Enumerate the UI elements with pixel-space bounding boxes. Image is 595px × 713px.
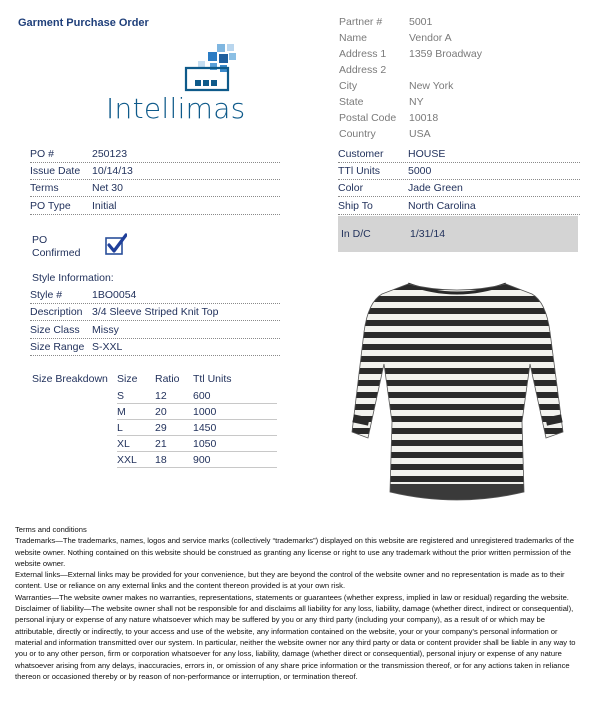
po-confirmed-label xyxy=(32,234,80,260)
description-value: 3/4 Sleeve Striped Knit Top xyxy=(92,306,219,318)
partner-field-label: State xyxy=(339,96,364,108)
terms-and-conditions xyxy=(15,524,583,682)
size-range-row xyxy=(30,339,280,356)
table-row xyxy=(117,388,277,404)
color-value: Jade Green xyxy=(408,182,463,194)
table-row xyxy=(117,420,277,436)
ratio-cell: 20 xyxy=(155,405,167,418)
partner-field-value: 5001 xyxy=(409,16,433,28)
description-label: Description xyxy=(30,306,83,318)
terms-heading: Terms and conditions xyxy=(15,525,87,534)
issue-date-label: Issue Date xyxy=(30,165,81,177)
logo-wordmark: Intellimas xyxy=(106,92,246,125)
issue-date-value: 10/14/13 xyxy=(92,165,133,177)
partner-row xyxy=(339,14,579,30)
style-info-heading: Style Information: xyxy=(32,272,114,284)
po-number-value: 250123 xyxy=(92,148,128,160)
size-class-label: Size Class xyxy=(30,324,80,336)
ratio-cell: 29 xyxy=(155,421,167,434)
partner-row xyxy=(339,78,579,94)
terms-row xyxy=(30,180,280,197)
po-type-row xyxy=(30,198,280,215)
ship-to-row xyxy=(338,198,580,215)
size-breakdown-header xyxy=(117,373,277,388)
terms-external-links: External links—External links may be provided for your convenience, but they are beyond the control of the website owner and no representation is made as to their content. Use or reliance on any external links and the content thereon provided is at your own risk. xyxy=(15,570,565,591)
partner-field-label: Address 2 xyxy=(339,64,387,76)
size-cell: S xyxy=(117,389,125,402)
style-number-label: Style # xyxy=(30,289,63,301)
ttl-units-header: Ttl Units xyxy=(193,373,232,385)
partner-info xyxy=(339,14,579,142)
size-class-value: Missy xyxy=(92,324,119,336)
partner-field-label: Country xyxy=(339,128,376,140)
partner-field-value: New York xyxy=(409,80,454,92)
partner-field-value: 1359 Broadway xyxy=(409,48,482,60)
partner-field-value: 10018 xyxy=(409,112,439,124)
size-range-label: Size Range xyxy=(30,341,85,353)
table-row xyxy=(117,436,277,452)
size-class-row xyxy=(30,322,280,339)
ratio-cell: 21 xyxy=(155,437,167,450)
ttl-units-row xyxy=(338,163,580,180)
garment-image xyxy=(350,272,565,512)
partner-row xyxy=(339,94,579,110)
partner-row xyxy=(339,30,579,46)
color-label: Color xyxy=(338,182,364,194)
size-cell: XXL xyxy=(117,453,137,466)
units-cell: 1450 xyxy=(193,421,217,434)
customer-row xyxy=(338,146,580,163)
units-cell: 1050 xyxy=(193,437,217,450)
terms-disclaimer: Disclaimer of liability—The website owner shall not be responsible for and disclaims all liability for any loss, liability, damage (whether direct, indirect or consequential), personal injury or expense of any nature whatsoever which may be suffered by you or any third party (including your company), as a result of or which may be attributable, directly or indirectly, to your access and use of the website, any information contained on the website, your or your company’s personal information or material and information transmitted over our system. In particular, neither the website owner nor any third party or data or content provider shall be liable in any way to you or to any other person, firm or corporation whatsoever for any loss, liability, damage (whether direct or consequential), personal injury or expense of any nature whatsoever arising from any delays, inaccuracies, errors in, or omission of any share price information or the transmission thereof, or for any actions taken in reliance thereon or occasioned thereby or by reason of non-performance or interruption, or termination thereof. xyxy=(15,604,576,681)
ttl-units-value: 5000 xyxy=(408,165,432,177)
po-type-label: PO Type xyxy=(30,200,71,212)
po-confirmed-line1: PO xyxy=(32,234,48,246)
po-number-label: PO # xyxy=(30,148,54,160)
partner-field-value: Vendor A xyxy=(409,32,452,44)
po-confirmed-checkbox[interactable] xyxy=(105,233,127,255)
units-cell: 1000 xyxy=(193,405,217,418)
ratio-cell: 12 xyxy=(155,389,167,402)
ttl-units-label: TTl Units xyxy=(338,165,380,177)
units-cell: 600 xyxy=(193,389,211,402)
partner-field-label: City xyxy=(339,80,358,92)
partner-row xyxy=(339,126,579,142)
partner-row xyxy=(339,46,579,62)
partner-field-label: Name xyxy=(339,32,368,44)
partner-field-label: Partner # xyxy=(339,16,383,28)
in-dc-box xyxy=(338,216,578,252)
po-number-row xyxy=(30,146,280,163)
style-number-row xyxy=(30,287,280,304)
ship-to-label: Ship To xyxy=(338,200,373,212)
size-cell: L xyxy=(117,421,123,434)
issue-date-row xyxy=(30,163,280,180)
partner-field-label: Address 1 xyxy=(339,48,387,60)
po-type-value: Initial xyxy=(92,200,117,212)
po-confirmed-line2: Confirmed xyxy=(32,247,81,259)
style-number-value: 1BO0054 xyxy=(92,289,137,301)
size-header: Size xyxy=(117,373,138,385)
table-row xyxy=(117,404,277,420)
ratio-cell: 18 xyxy=(155,453,167,466)
partner-field-value: USA xyxy=(409,128,431,140)
terms-warranties: Warranties—The website owner makes no warranties, representations, statements or guarantees (whether express, implied in law or residual) regarding the website. xyxy=(15,592,569,602)
in-dc-label: In D/C xyxy=(341,228,371,240)
terms-trademarks: Trademarks—The trademarks, names, logos and service marks (collectively “trademarks”) displayed on this website are registered and unregistered trademarks of the website owner. Nothing contained on this website should be construed as granting any license or right to use any trademark without the prior written permission of the website owner. xyxy=(15,536,574,568)
size-breakdown-label: Size Breakdown xyxy=(32,373,108,385)
customer-value: HOUSE xyxy=(408,148,446,160)
color-row xyxy=(338,180,580,197)
partner-field-label: Postal Code xyxy=(339,112,397,124)
partner-row xyxy=(339,110,579,126)
in-dc-value: 1/31/14 xyxy=(410,228,446,240)
customer-label: Customer xyxy=(338,148,384,160)
ship-to-value: North Carolina xyxy=(408,200,476,212)
terms-value: Net 30 xyxy=(92,182,123,194)
partner-row xyxy=(339,62,579,78)
terms-label: Terms xyxy=(30,182,59,194)
size-range-value: S-XXL xyxy=(92,341,123,353)
size-cell: M xyxy=(117,405,126,418)
size-cell: XL xyxy=(117,437,130,450)
page-title: Garment Purchase Order xyxy=(18,17,149,29)
description-row xyxy=(30,304,280,321)
table-row xyxy=(117,452,277,468)
units-cell: 900 xyxy=(193,453,211,466)
ratio-header: Ratio xyxy=(155,373,180,385)
partner-field-value: NY xyxy=(409,96,424,108)
size-breakdown-table xyxy=(117,373,277,468)
